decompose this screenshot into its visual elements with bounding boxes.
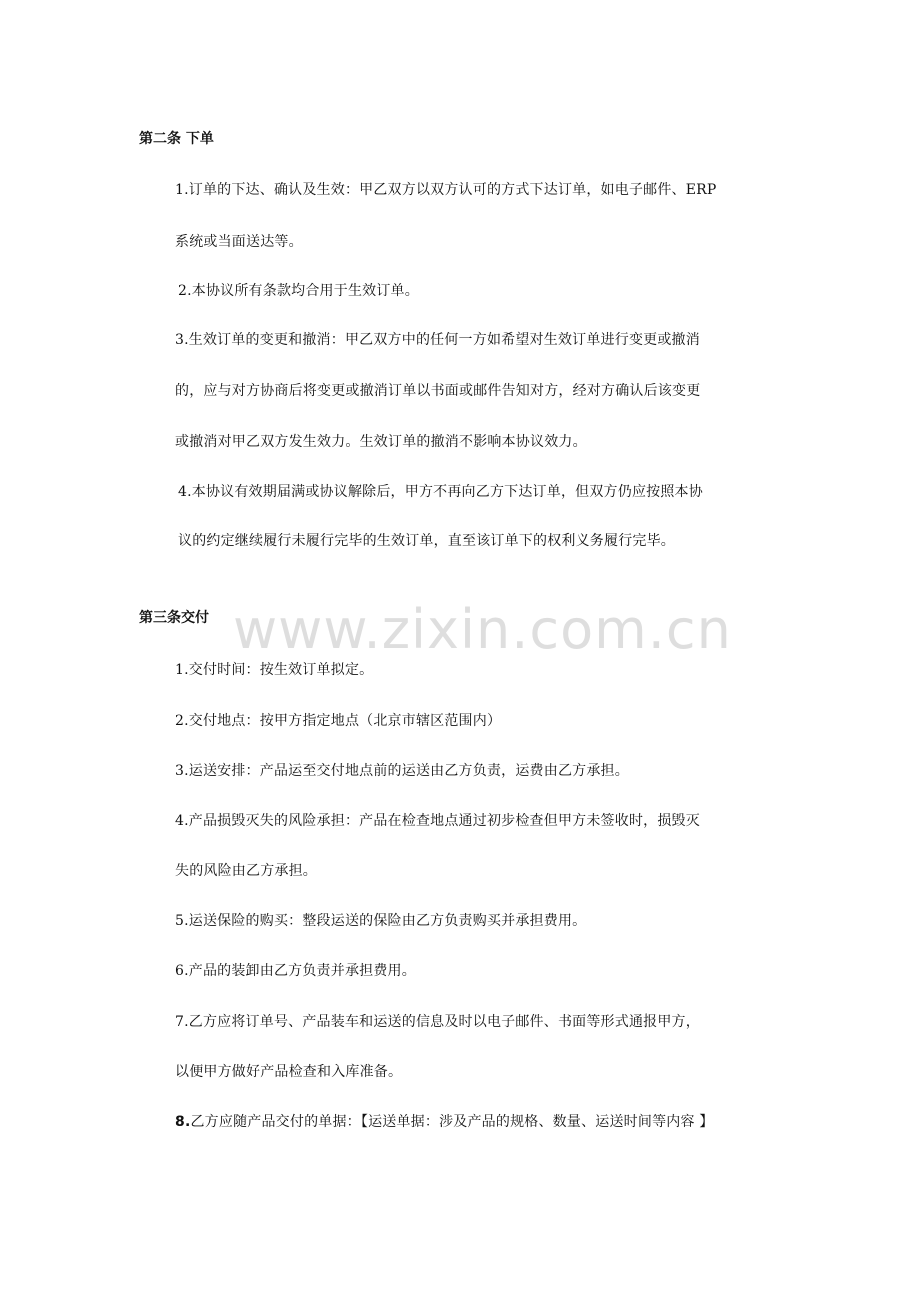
section-3-item-8 [175,1111,714,1131]
section-3-heading: 第三条交付 [139,610,209,626]
section-2-line: 4.本协议有效期届满或协议解除后，甲方不再向乙方下达订单，但双方仍应按照本协 [178,484,703,500]
section-3-line: 6.产品的装卸由乙方负责并承担费用。 [175,963,416,979]
section-3-line: 以便甲方做好产品检查和入库准备。 [175,1064,403,1080]
section-3-line: 2.交付地点：按甲方指定地点（北京市辖区范围内） [175,713,502,729]
section-3-line: 4.产品损毁灭失的风险承担：产品在检查地点通过初步检查但甲方未签收时，损毁灭 [175,813,700,829]
section-2-line: 系统或当面送达等。 [175,234,303,250]
section-2-line: 或撤消对甲乙双方发生效力。生效订单的撤消不影响本协议效力。 [175,434,587,450]
section-2-line: 议的约定继续履行未履行完毕的生效订单，直至该订单下的权利义务履行完毕。 [178,533,675,549]
section-2-line: 3.生效订单的变更和撤消：甲乙双方中的任何一方如希望对生效订单进行变更或撤消 [175,332,700,348]
section-2-heading: 第二条 下单 [139,131,214,147]
section-3-line: 1.交付时间：按生效订单拟定。 [175,662,374,678]
section-2-line: 1.订单的下达、确认及生效：甲乙双方以双方认可的方式下达订单，如电子邮件、ERP [175,182,717,198]
section-3-line: 3.运送安排：产品运至交付地点前的运送由乙方负责，运费由乙方承担。 [175,763,629,779]
section-3-line: 7.乙方应将订单号、产品装车和运送的信息及时以电子邮件、书面等形式通报甲方， [175,1014,700,1030]
watermark: www.zixin.com.cn [233,598,732,661]
section-3-line: 5.运送保险的购买：整段运送的保险由乙方负责购买并承担费用。 [175,913,587,929]
section-2-line: 2.本协议所有条款均合用于生效订单。 [178,283,419,299]
item-8-text: 乙方应随产品交付的单据：【运送单据：涉及产品的规格、数量、运送时间等内容 】 [190,1114,714,1130]
section-3-line: 失的风险由乙方承担。 [175,863,317,879]
section-2-line: 的，应与对方协商后将变更或撤消订单以书面或邮件告知对方，经对方确认后该变更 [175,383,701,399]
item-8-number: 8. [175,1114,191,1130]
